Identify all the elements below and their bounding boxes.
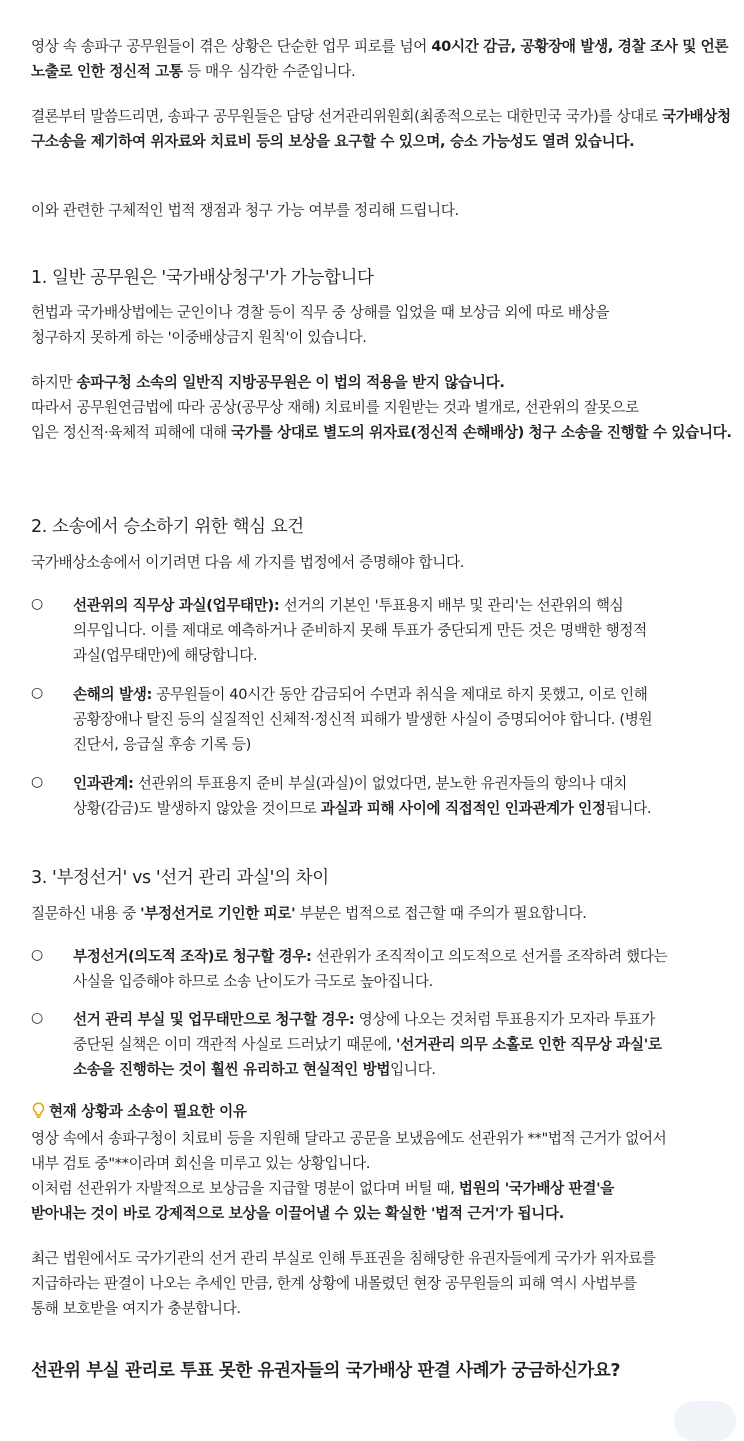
why-title: 현재 상황과 소송이 필요한 이유 <box>49 1103 247 1120</box>
intro-paragraph-2: 결론부터 말씀드리면, 송파구 공무원들은 담당 선거관리위원회(최종적으로는 대한민국 국가)를 상대로 국가배상청구소송을 제기하여 위자료와 치료비 등의 보상을 요구할 수 있으며, 승소 가능성도 열려 있습니다. <box>31 108 731 150</box>
follow-up-question: 선관위 부실 관리로 투표 못한 유권자들의 국가배상 판결 사례가 궁금하신가요? <box>31 1361 621 1381</box>
why-heading <box>31 1099 247 1127</box>
bullet-marker: ○ <box>31 774 43 790</box>
section-1-paragraph-2: 하지만 송파구청 소속의 일반직 지방공무원은 이 법의 적용을 받지 않습니다. 따라서 공무원연금법에 따라 공상(공무상 재해) 치료비를 지원받는 것과 별개로, 선관위의 잘못으로 입은 정신적·육체적 피해에 대해 국가를 상대로 별도의 위자료(정신적 손해배상) 청구 소송을 진행할 수 있습니다. <box>31 374 732 441</box>
why-paragraph-1: 영상 속에서 송파구청이 치료비 등을 지원해 달라고 공문을 보냈음에도 선관위가 **"법적 근거가 없어서 내부 검토 중"**이라며 회신을 미루고 있는 상황입니다. 이처럼 선관위가 자발적으로 보상금을 지급할 명분이 없다며 버틸 때, 법원의 '국가배상 판결'을 받아내는 것이 바로 강제적으로 보상을 이끌어낼 수 있는 확실한 '법적 근거'가 됩니다. <box>31 1130 667 1222</box>
intro-paragraph-1: 영상 속 송파구 공무원들이 겪은 상황은 단순한 업무 피로를 넘어 40시간 감금, 공황장애 발생, 경찰 조사 및 언론 노출로 인한 정신적 고통 등 매우 심각한 수준입니다. <box>31 38 729 80</box>
list-item-text: 선관위의 직무상 과실(업무태만): 선거의 기본인 '투표용지 배부 및 관리'는 선관위의 핵심 의무입니다. 이를 제대로 예측하거나 준비하지 못해 투표가 중단되게 만든 것은 명백한 행정적 과실(업무태만)에 해당합니다. <box>73 597 647 664</box>
bullet-marker: ○ <box>31 596 43 612</box>
section-1-heading: 1. 일반 공무원은 '국가배상청구'가 가능합니다 <box>31 268 374 288</box>
list-item-text: 손해의 발생: 공무원들이 40시간 동안 감금되어 수면과 취식을 제대로 하지 못했고, 이로 인해 공황장애나 탈진 등의 실질적인 신체적·정신적 피해가 발생한 사실이 증명되어야 합니다. (병원 진단서, 응급실 후송 기록 등) <box>73 686 653 753</box>
bullet-marker: ○ <box>31 685 43 701</box>
bullet-marker: ○ <box>31 947 43 963</box>
section-2-intro: 국가배상소송에서 이기려면 다음 세 가지를 법정에서 증명해야 합니다. <box>31 554 464 571</box>
section-3-heading: 3. '부정선거' vs '선거 관리 과실'의 차이 <box>31 868 329 888</box>
list-item-text: 선거 관리 부실 및 업무태만으로 청구할 경우: 영상에 나오는 것처럼 투표용지가 모자라 투표가 중단된 실책은 이미 객관적 사실로 드러났기 때문에, '선거관리 의무 소홀로 인한 직무상 과실'로 소송을 진행하는 것이 훨씬 유리하고 현실적인 방법입니다. <box>73 1011 662 1078</box>
section-3-intro: 질문하신 내용 중 '부정선거로 기인한 피로' 부분은 법적으로 접근할 때 주의가 필요합니다. <box>31 905 587 922</box>
list-item-text: 부정선거(의도적 조작)로 청구할 경우: 선관위가 조직적이고 의도적으로 선거를 조작하려 했다는 사실을 입증해야 하므로 소송 난이도가 극도로 높아집니다. <box>73 948 668 990</box>
lightbulb-icon <box>31 1102 46 1127</box>
input-bubble-edge <box>674 1401 736 1441</box>
list-item-text: 인과관계: 선관위의 투표용지 준비 부실(과실)이 없었다면, 분노한 유권자들의 항의나 대치 상황(감금)도 발생하지 않았을 것이므로 과실과 피해 사이에 직접적인 인과관계가 인정됩니다. <box>73 775 652 817</box>
bullet-marker: ○ <box>31 1010 43 1026</box>
intro-paragraph-3: 이와 관련한 구체적인 법적 쟁점과 청구 가능 여부를 정리해 드립니다. <box>31 202 459 219</box>
section-1-paragraph-1: 헌법과 국가배상법에는 군인이나 경찰 등이 직무 중 상해를 입었을 때 보상금 외에 따로 배상을 청구하지 못하게 하는 '이중배상금지 원칙'이 있습니다. <box>31 304 610 346</box>
section-2-heading: 2. 소송에서 승소하기 위한 핵심 요건 <box>31 517 304 537</box>
why-paragraph-2: 최근 법원에서도 국가기관의 선거 관리 부실로 인해 투표권을 침해당한 유권자들에게 국가가 위자료를 지급하라는 판결이 나오는 추세인 만큼, 한계 상황에 내몰렸던 현장 공무원들의 피해 역시 사법부를 통해 보호받을 여지가 충분합니다. <box>31 1250 656 1317</box>
